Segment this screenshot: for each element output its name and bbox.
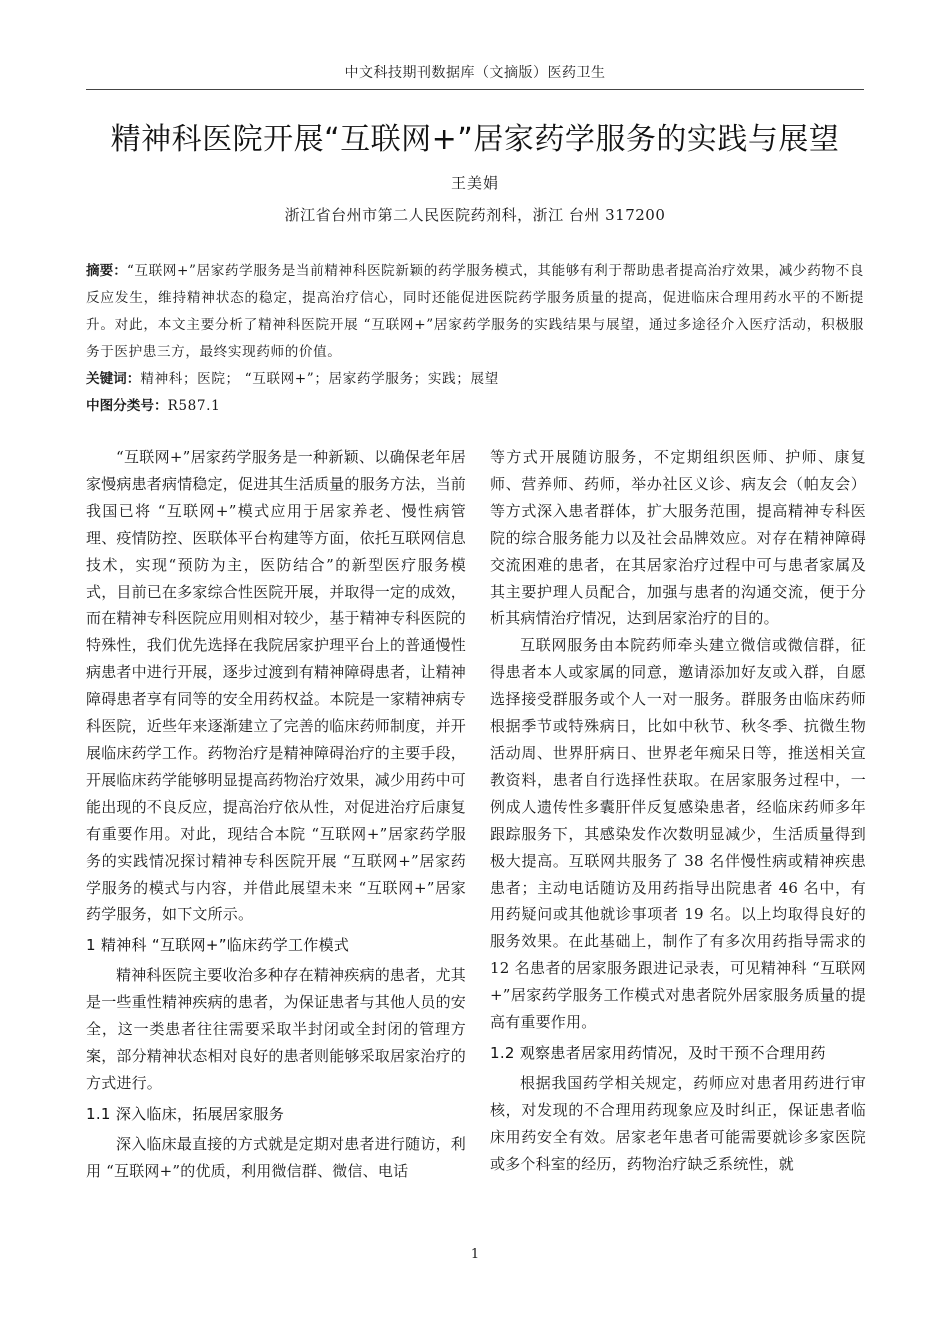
body-column-left xyxy=(86,444,466,1185)
classification-code: R587.1 xyxy=(167,398,221,414)
running-header: 中文科技期刊数据库（文摘版）医药卫生 xyxy=(344,65,606,81)
abstract-block xyxy=(86,258,864,420)
intro-paragraph: “互联网+”居家药学服务是一种新颖、以确保老年居家慢病患者病情稳定，促进其生活质量的服务方法，当前我国已将 “互联网+”模式应用于居家养老、慢性病管理、疫情防控、医联体平台构建等方面，依托互联网信息技术，实现“预防为主，医防结合”的新型医疗服务模式，目前已在多家综合性医院开展，并取得一定的成效，而在精神专科医院应用则相对较少，基于精神专科医院的特殊性，我们优先选择在我院居家护理平台上的普通慢性病患者中进行开展，逐步过渡到有精神障碍患者，让精神障碍患者享有同等的安全用药权益。本院是一家精神病专科医院，近些年来逐渐建立了完善的临床药师制度，并开展临床药学工作。药物治疗是精神障碍治疗的主要手段，开展临床药学能够明显提高药物治疗效果，减少用药中可能出现的不良反应，提高治疗依从性，对促进治疗后康复有重要作用。对此，现结合本院 “互联网+”居家药学服务的实践情况探讨精神专科医院开展 “互联网+”居家药学服务的模式与内容，并借此展望未来 “互联网+”居家药学服务，如下文所示。 xyxy=(86,448,467,924)
section-1-2-paragraph: 根据我国药学相关规定，药师应对患者用药进行审核，对发现的不合理用药现象应及时纠正，保证患者临床用药安全有效。居家老年患者可能需要就诊多家医院或多个科室的经历，药物治疗缺乏系统性，就 xyxy=(490,1073,866,1173)
page-number: 1 xyxy=(470,1247,480,1262)
section-1-heading: 1 精神科 “互联网+”临床药学工作模式 xyxy=(86,936,350,955)
header-rule xyxy=(86,89,864,90)
keywords-text: 精神科；医院； “互联网+”；居家药学服务；实践；展望 xyxy=(140,371,499,387)
section-1-1-paragraph-continued: 等方式开展随访服务，不定期组织医师、护师、康复师、营养师、药师，举办社区义诊、病友会（帕友会）等方式深入患者群体，扩大服务范围，提高精神专科医院的综合服务能力以及社会品牌效应。对存在精神障碍交流困难的患者，在其居家治疗过程中可与患者家属及其主要护理人员配合，加强与患者的沟通交流，便于分析其病情治疗情况，达到居家治疗的目的。 xyxy=(490,448,866,628)
author-name: 王美娟 xyxy=(450,174,499,192)
body-column-right xyxy=(490,444,866,1178)
section-1-1-heading: 1.1 深入临床，拓展居家服务 xyxy=(86,1104,285,1123)
abstract-label: 摘要： xyxy=(86,263,127,279)
article-title: 精神科医院开展“互联网+”居家药学服务的实践与展望 xyxy=(110,122,840,157)
abstract-text: “互联网+”居家药学服务是当前精神科医院新颖的药学服务模式，其能够有利于帮助患者提高治疗效果，减少药物不良反应发生，维持精神状态的稳定，提高治疗信心，同时还能促进医院药学服务质量的提高，促进临床合理用药水平的不断提升。对此，本文主要分析了精神科医院开展 “互联网+”居家药学服务的实践结果与展望，通过多途径介入医疗活动，积极服务于医护患三方，最终实现药师的价值。 xyxy=(86,263,864,360)
keywords-label: 关键词： xyxy=(86,371,141,387)
abstract-paragraph xyxy=(86,258,864,366)
classification-line xyxy=(86,393,864,420)
classification-label: 中图分类号： xyxy=(86,398,168,414)
section-1-1-paragraph-2: 互联网服务由本院药师牵头建立微信或微信群，征得患者本人或家属的同意，邀请添加好友或入群，自愿选择接受群服务或个人一对一服务。群服务由临床药师根据季节或特殊病日，比如中秋节、秋冬季、抗微生物活动周、世界肝病日、世界老年痴呆日等，推送相关宣教资料，患者自行选择性获取。在居家服务过程中，一例成人遗传性多囊肝伴反复感染患者，经临床药师多年跟踪服务下，其感染发作次数明显减少，生活质量得到极大提高。互联网共服务了 38 名伴慢性病或精神疾患患者；主动电话随访及用药指导出院患者 46 名中，有用药疑问或其他就诊事项者 19 名。以上均取得良好的服务效果。在此基础上，制作了有多次用药指导需求的 12 名患者的居家服务跟进记录表，可见精神科 “互联网+”居家药学服务工作模式对患者院外居家服务质量的提高有重要作用。 xyxy=(490,636,866,1032)
section-1-paragraph: 精神科医院主要收治多种存在精神疾病的患者，尤其是一些重性精神疾病的患者，为保证患者与其他人员的安全，这一类患者往往需要采取半封闭或全封闭的管理方案，部分精神状态相对良好的患者则能够采取居家治疗的方式进行。 xyxy=(86,966,467,1092)
author-affiliation: 浙江省台州市第二人民医院药剂科，浙江 台州 317200 xyxy=(284,206,666,224)
keywords-line xyxy=(86,366,864,393)
section-1-2-heading: 1.2 观察患者居家用药情况，及时干预不合理用药 xyxy=(490,1043,826,1062)
section-1-1-paragraph-start: 深入临床最直接的方式就是定期对患者进行随访，利用 “互联网+”的优质，利用微信群、微信、电话 xyxy=(86,1134,466,1180)
